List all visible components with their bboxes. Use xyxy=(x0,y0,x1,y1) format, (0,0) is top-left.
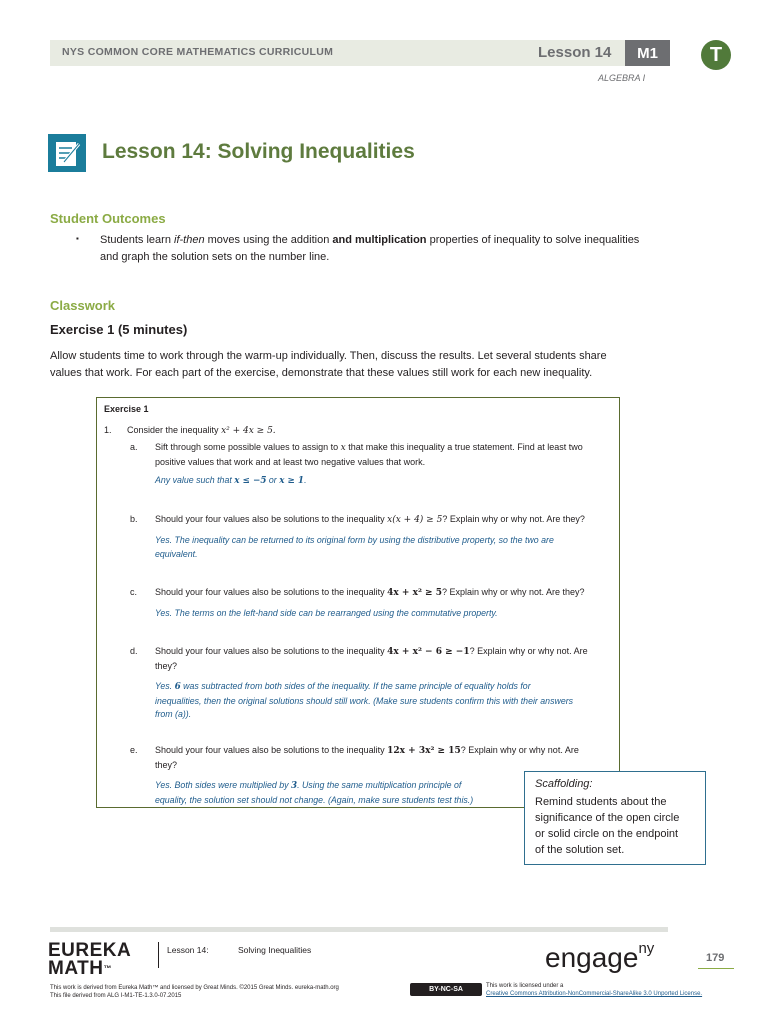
part-c-label: c. xyxy=(130,587,138,597)
cc-license-badge: BY-NC-SA xyxy=(410,983,482,996)
scaffolding-box xyxy=(524,771,706,865)
bullet-icon: ▪ xyxy=(76,234,79,243)
classwork-heading: Classwork xyxy=(50,298,116,313)
scaffolding-text: Remind students about the significance of the open circle or solid circle on the endpoint of the solution set. xyxy=(535,796,680,856)
part-d-answer: Yes. 6 was subtracted from both sides of the inequality. If the same principle of equality holds for inequalities, then the original solutions should still work. (Make sure students confirm this with their answers from (a)). xyxy=(155,681,574,719)
part-a-answer: Any value such that x ≤ −5 or x ≥ 1. xyxy=(155,475,307,486)
question-number: 1. xyxy=(104,425,112,435)
notebook-pencil-icon xyxy=(48,134,86,172)
header-lesson: Lesson 14 xyxy=(538,44,612,61)
part-c-answer: Yes. The terms on the left-hand side can be rearranged using the commutative property. xyxy=(155,608,498,618)
module-badge: M1 xyxy=(625,40,670,66)
exercise-label: Exercise 1 xyxy=(104,404,149,414)
course-label: ALGEBRA I xyxy=(598,73,646,83)
license-link[interactable]: Creative Commons Attribution-NonCommercial-ShareAlike 3.0 Unported License. xyxy=(486,991,703,997)
part-a-question: Sift through some possible values to assign to x that make this inequality a true statement. Find at least two positive values that work and at least two negative values that work. xyxy=(155,442,583,467)
question-text: Consider the inequality x² + 4x ≥ 5. xyxy=(127,425,276,436)
part-e-label: e. xyxy=(130,745,138,755)
footer-topic: Solving Inequalities xyxy=(238,945,312,955)
part-c-question: Should your four values also be solutions to the inequality 4x + x² ≥ 5? Explain why or why not. Are they? xyxy=(155,587,585,598)
part-b-question: Should your four values also be solutions to the inequality x(x + 4) ≥ 5? Explain why or why not. Are they? xyxy=(155,514,585,525)
page-title: Lesson 14: Solving Inequalities xyxy=(102,140,415,163)
eureka-math-logo: EUREKA MATH™ xyxy=(48,940,132,979)
teacher-badge: T xyxy=(701,40,731,70)
derived-notice: This work is derived from Eureka Math™ and licensed by Great Minds. ©2015 Great Minds. eureka-math.org This file derived from ALG I-M1-TE-1.3.0-07.2015 xyxy=(50,985,339,999)
footer-divider xyxy=(158,942,159,968)
curriculum-label: NYS COMMON CORE MATHEMATICS CURRICULUM xyxy=(62,46,334,58)
license-notice: This work is licensed under a Creative Commons Attribution-NonCommercial-ShareAlike 3.0 Unported License. xyxy=(486,983,703,997)
part-a-label: a. xyxy=(130,442,138,452)
classwork-intro: Allow students time to work through the warm-up individually. Then, discuss the results. Let several students share values that work. For each part of the exercise, demonstrate that these values still work for each new inequality. xyxy=(50,350,607,379)
part-b-answer: Yes. The inequality can be returned to its original form by using the distributive property, so the two are equivalent. xyxy=(155,535,554,559)
part-b-label: b. xyxy=(130,514,138,524)
outcomes-heading: Student Outcomes xyxy=(50,211,166,226)
part-d-label: d. xyxy=(130,646,138,656)
engageny-logo: engage$^{ny}$ xyxy=(545,940,655,973)
page-number-rule xyxy=(698,968,734,969)
footer-lesson: Lesson 14: xyxy=(167,945,209,955)
part-d-question: Should your four values also be solutions to the inequality 4x + x² − 6 ≥ −1? Explain why or why not. Are they? xyxy=(155,646,588,671)
outcomes-text: Students learn if-then moves using the addition and multiplication properties of inequality to solve inequalities and graph the solution sets on the number line. xyxy=(100,234,640,263)
exercise-heading: Exercise 1 (5 minutes) xyxy=(50,322,188,337)
footer-rule xyxy=(50,927,668,932)
scaffolding-title: Scaffolding: xyxy=(535,778,593,790)
page-number: 179 xyxy=(706,952,725,964)
part-e-answer: Yes. Both sides were multiplied by 3. Using the same multiplication principle of equality, the solution set should not change. (Again, make sure students test this.) xyxy=(155,780,474,805)
part-e-question: Should your four values also be solutions to the inequality 12x + 3x² ≥ 15? Explain why or why not. Are they? xyxy=(155,745,579,770)
